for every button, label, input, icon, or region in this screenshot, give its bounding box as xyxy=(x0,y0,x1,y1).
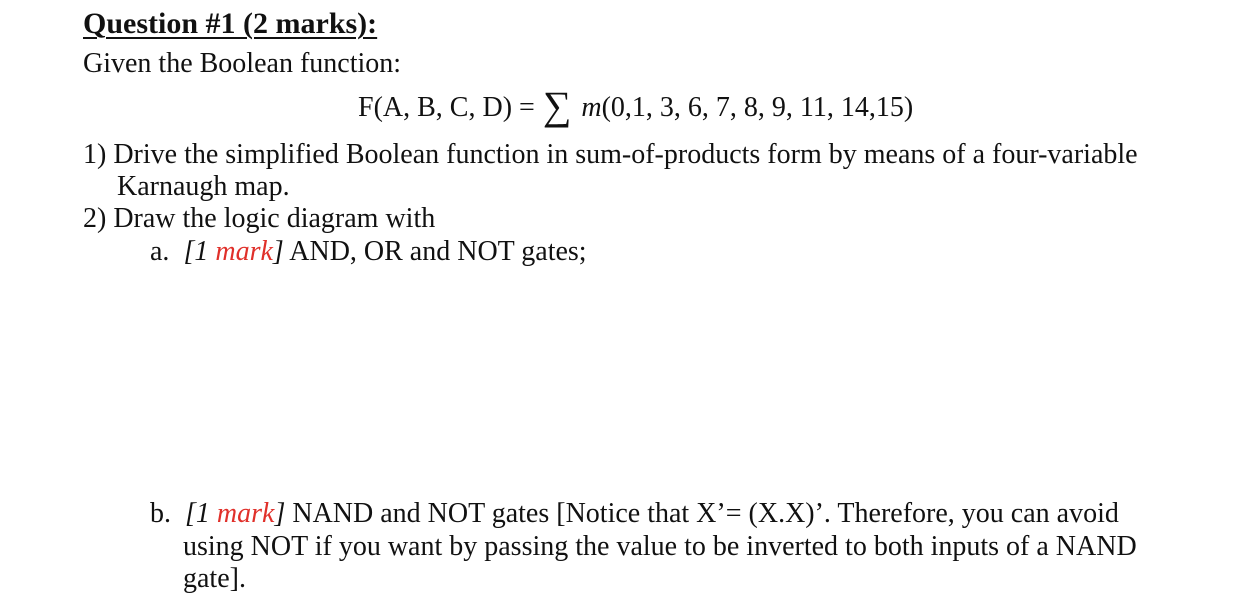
mark-label: mark xyxy=(216,498,275,529)
question-2a-letter: a. xyxy=(150,236,170,267)
question-2a-line xyxy=(150,236,587,268)
question-2b-text-1: NAND and NOT gates [Notice that X’= (X.X)’. Therefore, you can avoid xyxy=(285,498,1119,529)
mark-bracket-open: [1 xyxy=(185,498,217,529)
question-2b-letter: b. xyxy=(150,498,171,529)
intro-text: Given the Boolean function: xyxy=(83,48,402,79)
question-title: Question #1 (2 marks): xyxy=(83,7,378,40)
minterm-list: (0,1, 3, 6, 7, 8, 9, 11, 14,15) xyxy=(601,92,914,123)
question-2-text: Draw the logic diagram with xyxy=(113,203,436,234)
minterm-symbol: m xyxy=(581,92,602,123)
question-2b-line-2: using NOT if you want by passing the value to be inverted to both inputs of a NAND xyxy=(183,531,1137,562)
mark-bracket-open: [1 xyxy=(183,236,216,267)
question-1-line-1 xyxy=(83,139,1138,171)
question-1-text: Drive the simplified Boolean function in sum-of-products form by means of a four-variable xyxy=(113,139,1138,170)
question-2-line xyxy=(83,203,435,235)
mark-label: mark xyxy=(215,236,273,267)
formula-lhs: F(A, B, C, D) = xyxy=(358,92,535,123)
question-1-number: 1) xyxy=(83,139,107,170)
question-2b-line-3: gate]. xyxy=(183,563,246,594)
sigma-symbol: ∑ xyxy=(542,83,572,128)
question-2-number: 2) xyxy=(83,203,107,234)
boolean-function-formula xyxy=(358,83,914,128)
mark-bracket-close: ] xyxy=(274,498,286,529)
question-1-line-2: Karnaugh map. xyxy=(117,171,290,202)
question-2b-line-1 xyxy=(150,498,1119,530)
mark-bracket-close: ] xyxy=(272,236,284,267)
question-2a-text: AND, OR and NOT gates; xyxy=(283,236,587,267)
